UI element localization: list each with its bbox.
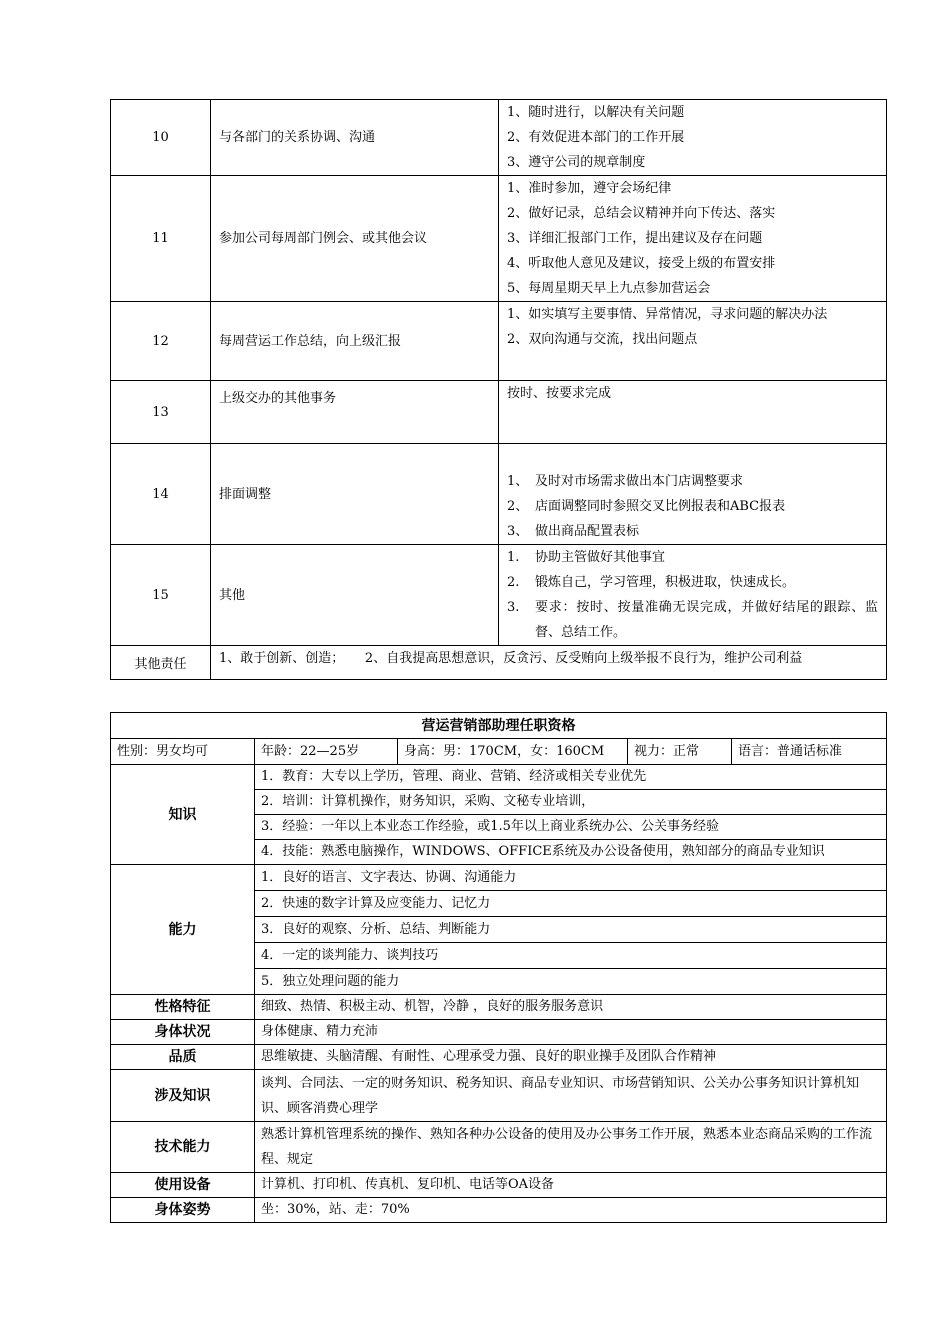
related-knowledge-text: 谈判、合同法、一定的财务知识、税务知识、商品专业知识、市场营销知识、公关办公事务知识计算机知识、顾客消费心理学 [255, 1070, 887, 1122]
duty-item: 3. 要求：按时、按量准确无误完成，并做好结尾的跟踪、监督、总结工作。 [507, 600, 878, 640]
duty-task: 排面调整 [211, 444, 499, 545]
basic-language: 语言：普通话标准 [732, 739, 887, 765]
duty-item: 1、随时进行，以解决有关问题 [507, 105, 685, 120]
duty-item: 1、准时参加，遵守会场纪律 [507, 181, 672, 196]
duty-items [499, 176, 887, 302]
duties-table [110, 99, 887, 680]
duty-row-10 [111, 100, 887, 176]
duty-items [499, 444, 887, 545]
duty-item: 2、有效促进本部门的工作开展 [507, 130, 685, 145]
duty-number: 13 [111, 381, 211, 444]
personality-label: 性格特征 [111, 995, 255, 1020]
personality-row [111, 995, 887, 1020]
ability-label: 能力 [111, 865, 255, 995]
health-row [111, 1020, 887, 1045]
duty-item: 1、如实填写主要事情、异常情况，寻求问题的解决办法 [507, 307, 828, 322]
duty-number: 15 [111, 545, 211, 646]
other-duty-label: 其他责任 [111, 646, 211, 680]
duty-task: 每周营运工作总结，向上级汇报 [211, 302, 499, 381]
basic-height: 身高：男：170CM，女：160CM [398, 739, 628, 765]
duty-row-11 [111, 176, 887, 302]
duty-item: 1. 协助主管做好其他事宜 [507, 550, 666, 565]
qualification-title: 营运营销部助理任职资格 [111, 713, 887, 739]
duty-row-14 [111, 444, 887, 545]
equipment-label: 使用设备 [111, 1173, 255, 1198]
duty-item: 3、遵守公司的规章制度 [507, 155, 646, 170]
duty-task: 与各部门的关系协调、沟通 [211, 100, 499, 176]
equipment-row [111, 1173, 887, 1198]
related-knowledge-row [111, 1070, 887, 1122]
health-text: 身体健康、精力充沛 [255, 1020, 887, 1045]
duty-items [499, 302, 887, 381]
knowledge-item: 3．经验：一年以上本业态工作经验，或1.5年以上商业系统办公、公关事务经验 [255, 815, 887, 840]
ability-item: 4．一定的谈判能力、谈判技巧 [255, 943, 887, 969]
duty-item: 4、听取他人意见及建议，接受上级的布置安排 [507, 256, 776, 271]
duty-item: 按时、按要求完成 [507, 386, 612, 401]
knowledge-item: 2．培训：计算机操作，财务知识，采购、文秘专业培训， [255, 790, 887, 815]
other-duty-row [111, 646, 887, 680]
technical-ability-row [111, 1122, 887, 1173]
knowledge-item: 4．技能：熟悉电脑操作，WINDOWS、OFFICE系统及办公设备使用，熟知部分的商品专业知识 [255, 840, 887, 865]
posture-text: 坐：30%，站、走：70% [255, 1198, 887, 1223]
other-duty-text: 1、敢于创新、创造； 2、自我提高思想意识，反贪污、反受贿向上级举报不良行为，维护公司利益 [211, 646, 887, 680]
duty-row-13 [111, 381, 887, 444]
duty-row-15 [111, 545, 887, 646]
basic-vision: 视力：正常 [628, 739, 732, 765]
duty-number: 12 [111, 302, 211, 381]
duty-number: 11 [111, 176, 211, 302]
personality-text: 细致、热情、积极主动、机智，冷静 ，良好的服务服务意识 [255, 995, 887, 1020]
quality-text: 思维敏捷、头脑清醒、有耐性、心理承受力强、良好的职业操手及团队合作精神 [255, 1045, 887, 1070]
duty-items [499, 100, 887, 176]
duty-item: 5、每周星期天早上九点参加营运会 [507, 281, 711, 296]
duty-item: 2、做好记录，总结会议精神并向下传达、落实 [507, 206, 776, 221]
technical-ability-label: 技术能力 [111, 1122, 255, 1173]
duty-items [499, 381, 887, 444]
qualification-table [110, 712, 887, 1223]
duty-item: 3、 做出商品配置表标 [507, 524, 640, 539]
related-knowledge-label: 涉及知识 [111, 1070, 255, 1122]
duty-item: 2、 店面调整同时参照交叉比例报表和ABC报表 [507, 499, 786, 514]
basic-gender: 性别：男女均可 [111, 739, 255, 765]
ability-item: 2．快速的数字计算及应变能力、记忆力 [255, 891, 887, 917]
duty-task: 上级交办的其他事务 [211, 381, 499, 444]
health-label: 身体状况 [111, 1020, 255, 1045]
duty-number: 14 [111, 444, 211, 545]
knowledge-row [111, 765, 887, 790]
duty-number: 10 [111, 100, 211, 176]
qualification-title-row [111, 713, 887, 739]
quality-label: 品质 [111, 1045, 255, 1070]
duty-task: 其他 [211, 545, 499, 646]
duty-items [499, 545, 887, 646]
duty-item: 2. 锻炼自己，学习管理，积极进取，快速成长。 [507, 575, 796, 590]
ability-row [111, 865, 887, 891]
ability-item: 5．独立处理问题的能力 [255, 969, 887, 995]
ability-item: 1．良好的语言、文字表达、协调、沟通能力 [255, 865, 887, 891]
duty-task: 参加公司每周部门例会、或其他会议 [211, 176, 499, 302]
duty-row-12 [111, 302, 887, 381]
ability-item: 3．良好的观察、分析、总结、判断能力 [255, 917, 887, 943]
knowledge-label: 知识 [111, 765, 255, 865]
quality-row [111, 1045, 887, 1070]
posture-row [111, 1198, 887, 1223]
technical-ability-text: 熟悉计算机管理系统的操作、熟知各种办公设备的使用及办公事务工作开展，熟悉本业态商品采购的工作流程、规定 [255, 1122, 887, 1173]
duty-item: 2、双向沟通与交流，找出问题点 [507, 332, 698, 347]
duty-item: 3、详细汇报部门工作，提出建议及存在问题 [507, 231, 763, 246]
equipment-text: 计算机、打印机、传真机、复印机、电话等OA设备 [255, 1173, 887, 1198]
basic-age: 年龄：22—25岁 [255, 739, 398, 765]
duty-item: 1、 及时对市场需求做出本门店调整要求 [507, 474, 744, 489]
posture-label: 身体姿势 [111, 1198, 255, 1223]
basics-row [111, 739, 887, 765]
knowledge-item: 1．教育：大专以上学历，管理、商业、营销、经济或相关专业优先 [255, 765, 887, 790]
